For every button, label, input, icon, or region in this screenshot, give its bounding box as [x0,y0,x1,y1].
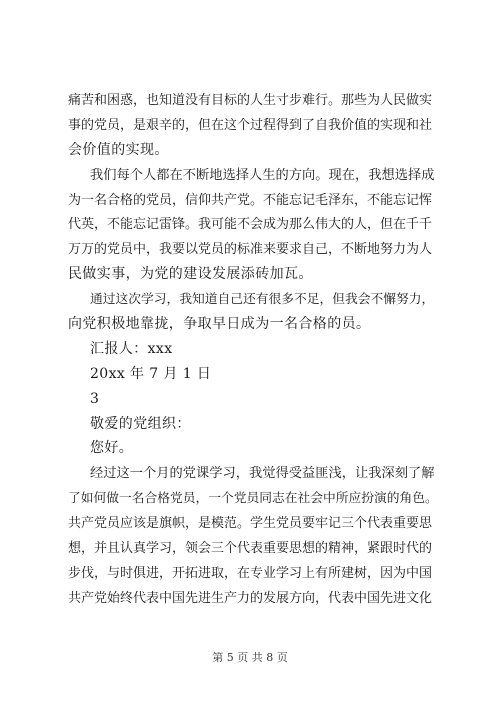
text-line: 共产党始终代表中国先进生产力的发展方向，代表中国先进文化 [68,590,433,606]
text-line: 会价值的实现。 [68,141,169,158]
text-line: 共产党员应该是旗帜，是模范。学生党员要牢记三个代表重要思 [68,516,433,532]
document-body [68,90,438,613]
text-line: 事的党员，是艰辛的，但在这个过程得到了自我价值的实现和社 [68,117,433,133]
text-line: 想，并且认真学习，领会三个代表重要思想的精神，紧跟时代的 [68,541,433,557]
greeting-line: 您好。 [90,440,134,457]
text-line: 我们每个人都在不断地选择人生的方向。现在，我想选择成 [90,167,435,183]
section-number: 3 [90,390,100,407]
text-line: 经过这一个月的党课学习，我觉得受益匪浅，让我深刻了解 [90,466,435,482]
reporter-line: 汇报人：xxx [90,340,173,357]
text-line: 民做实事，为党的建设发展添砖加瓦。 [68,266,313,283]
text-line: 代英，不能忘记雷锋。我可能不会成为那么伟大的人，但在千千 [68,217,433,233]
text-line: 向党积极地靠拢，争取早日成为一名合格的员。 [68,316,371,333]
text-line: 了如何做一名合格党员，一个党员同志在社会中所应扮演的角色。 [68,491,438,507]
text-line: 步伐，与时俱进，开拓进取，在专业学习上有所建树，因为中国 [68,565,433,581]
text-line: 为一名合格的党员，信仰共产党。不能忘记毛泽东，不能忘记恽 [68,192,433,208]
text-line: 通过这次学习，我知道自己还有很多不足，但我会不懈努力， [90,292,435,308]
text-line: 万万的党员中，我要以党员的标准来要求自己，不断地努力为人 [68,242,433,258]
page-footer: 第 5 页 共 8 页 [212,651,288,664]
salutation-line: 敬爱的党组织： [90,415,191,432]
date-line: 20xx 年 7 月 1 日 [90,365,212,382]
text-line: 痛苦和困惑，也知道没有目标的人生寸步难行。那些为人民做实 [68,93,433,108]
